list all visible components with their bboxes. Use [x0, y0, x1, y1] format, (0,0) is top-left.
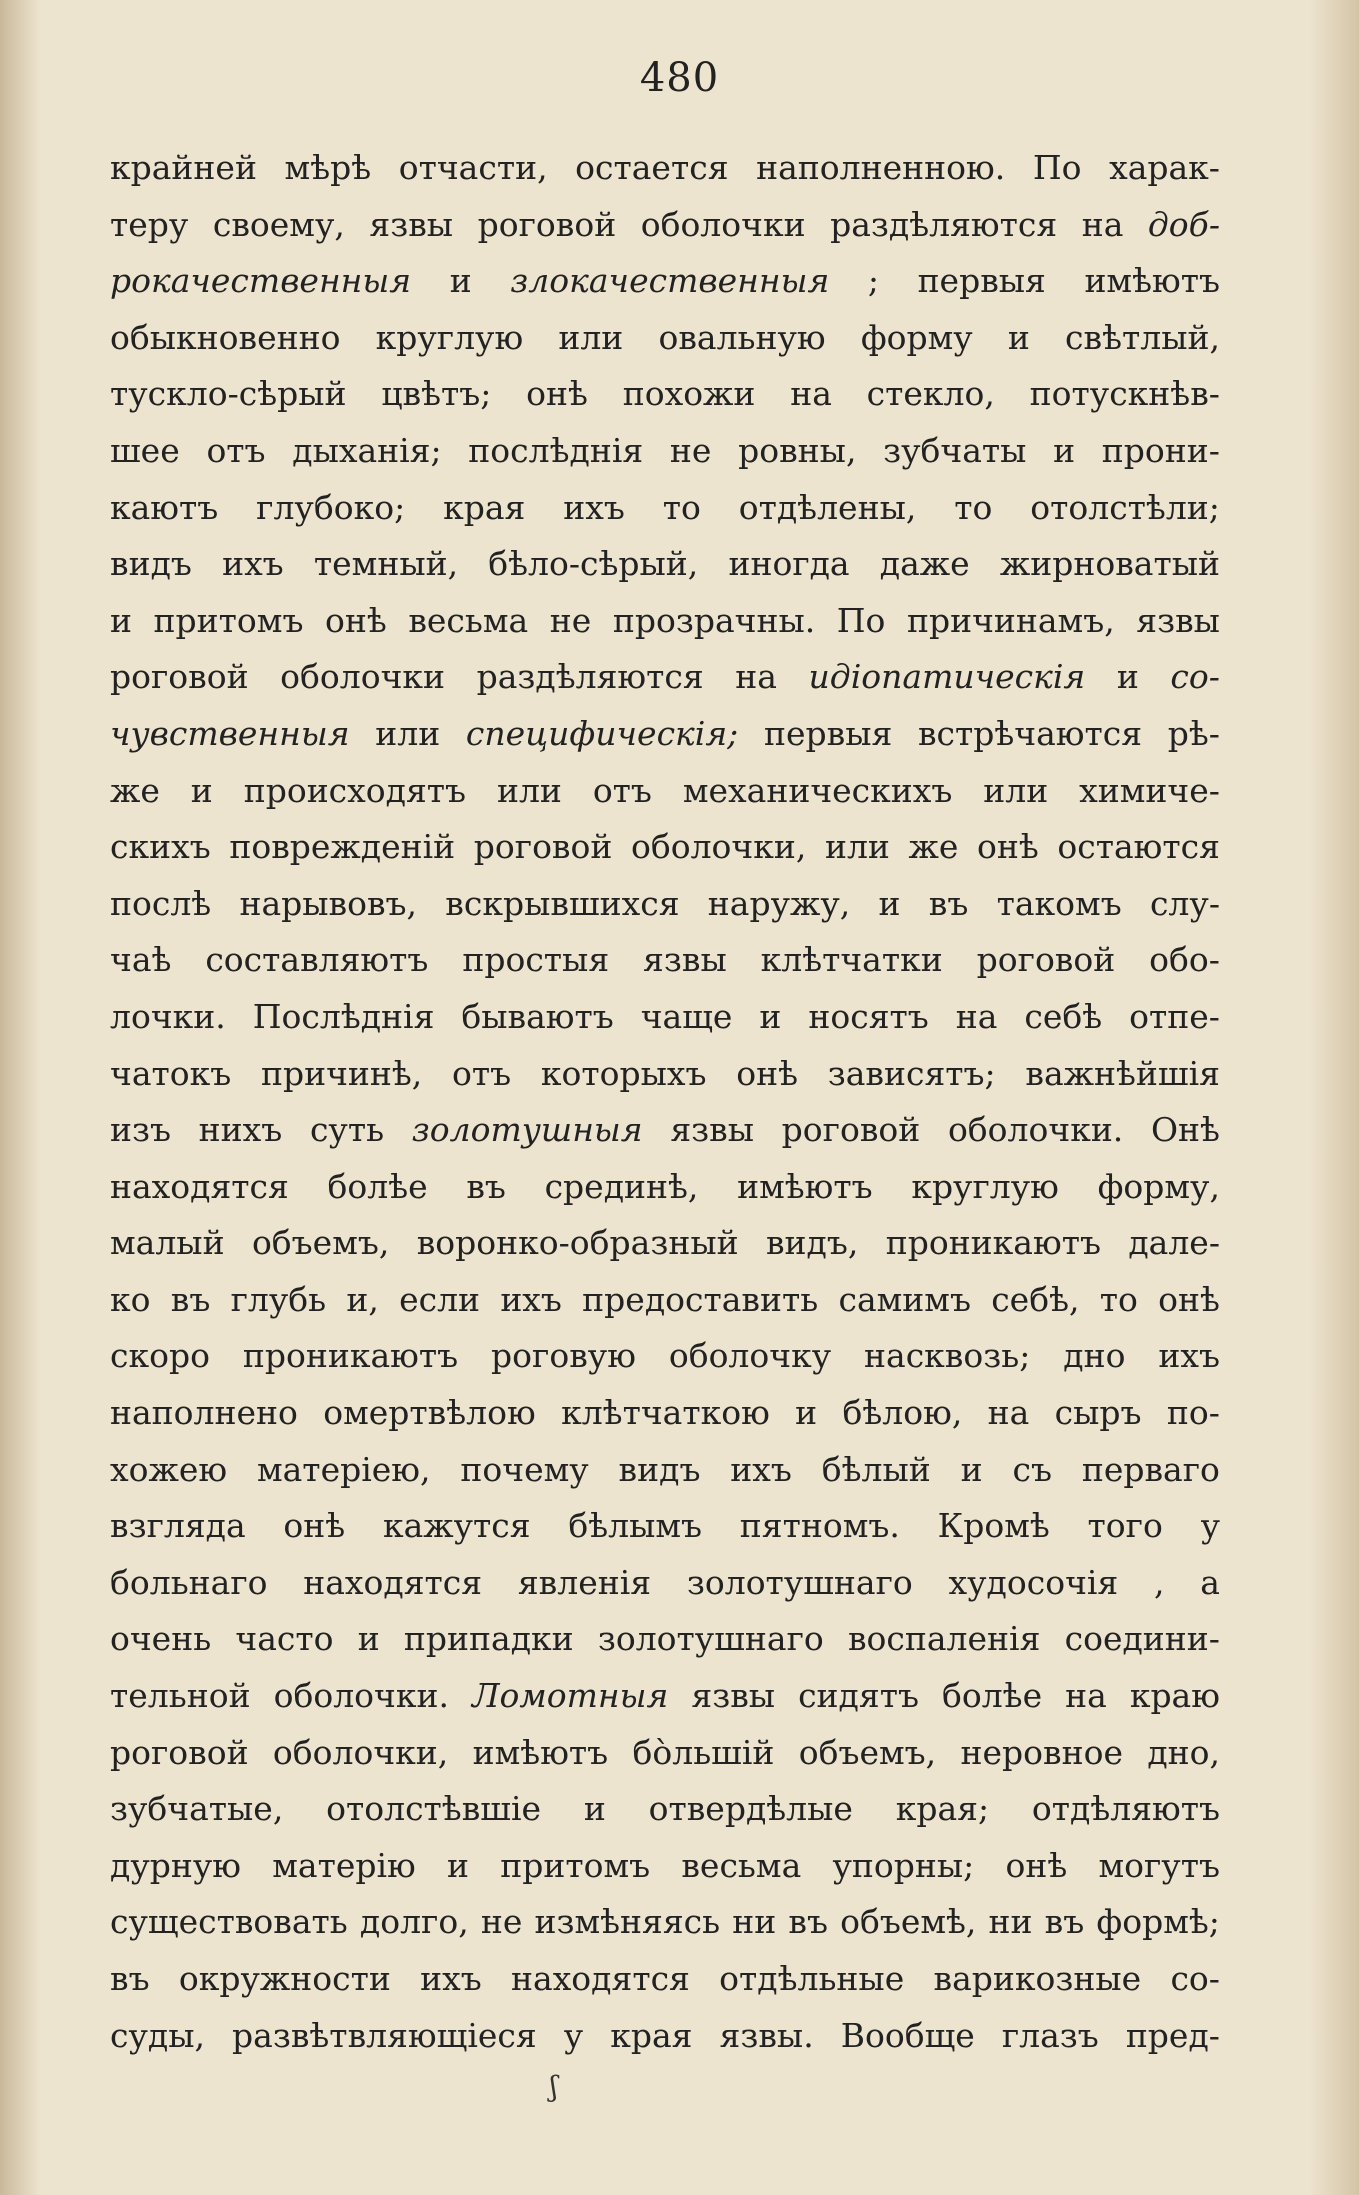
word: прони-	[1101, 430, 1220, 470]
word: ихъ	[222, 544, 284, 584]
word: скихъ	[110, 827, 211, 867]
text-line	[110, 366, 1220, 423]
word: чувственныя	[110, 713, 350, 753]
word: отдѣльные	[719, 1959, 905, 1998]
word: срединѣ,	[544, 1166, 699, 1206]
word: больнаго	[110, 1562, 268, 1602]
word: по-	[1166, 1393, 1220, 1433]
word: химиче-	[1079, 770, 1220, 810]
word: на	[1065, 1676, 1107, 1716]
word: тельной	[110, 1676, 251, 1716]
word: роговой	[477, 204, 617, 244]
word: нарывовъ,	[239, 883, 418, 923]
word: послѣ	[110, 883, 212, 923]
word: золотушныя	[411, 1110, 643, 1150]
page-edge-left	[0, 0, 40, 2195]
word: воронко-образный	[416, 1223, 739, 1263]
word: своему,	[212, 204, 345, 244]
body-text	[110, 140, 1220, 2064]
word: и	[1053, 430, 1076, 470]
text-line	[110, 989, 1220, 1046]
word: предоставить	[582, 1279, 819, 1319]
word: дыханія;	[292, 430, 442, 470]
word: цвѣтъ;	[381, 374, 492, 414]
word: въ	[170, 1279, 211, 1319]
word: носятъ	[808, 996, 929, 1036]
word: роговой	[781, 1110, 921, 1150]
word: язвы	[670, 1110, 754, 1150]
word: ни	[988, 1902, 1033, 1942]
text-line	[110, 140, 1220, 197]
word: составляютъ	[205, 940, 429, 980]
word: отпе-	[1129, 996, 1220, 1036]
word: оболочки	[280, 657, 446, 697]
word: или	[558, 317, 624, 357]
word: которыхъ	[540, 1053, 707, 1093]
word: или	[983, 770, 1049, 810]
word: язвы	[691, 1676, 776, 1716]
word: ;	[867, 261, 879, 301]
word: важнѣйшія	[1025, 1053, 1220, 1093]
word: происходятъ	[243, 770, 467, 810]
word: притомъ	[500, 1845, 651, 1885]
word: остаются	[1057, 827, 1220, 867]
word: и	[795, 1393, 818, 1433]
word: и	[110, 600, 132, 640]
word: дно,	[1147, 1732, 1220, 1772]
word: язвы	[643, 940, 727, 980]
text-line	[110, 1442, 1220, 1499]
word: не	[669, 430, 712, 470]
word: на	[735, 657, 777, 697]
word: не	[549, 600, 592, 640]
word: на	[955, 996, 998, 1036]
word: на	[790, 374, 832, 414]
word: рокачественныя	[110, 261, 412, 301]
word: на	[1081, 204, 1124, 244]
word: рѣ-	[1167, 713, 1220, 753]
word: чаѣ	[110, 940, 172, 980]
word: суть	[309, 1110, 385, 1150]
word: жирноватый	[999, 544, 1220, 584]
word: форму,	[1097, 1166, 1220, 1206]
word: отъ	[592, 770, 652, 810]
word: матеріею,	[256, 1449, 431, 1489]
word: сидятъ	[798, 1676, 919, 1716]
word: роговую	[491, 1336, 636, 1376]
word: и	[1007, 317, 1030, 357]
word: и	[447, 1845, 469, 1885]
word: въ	[110, 1959, 150, 1998]
word: то	[662, 487, 701, 527]
word: худосочія	[948, 1562, 1119, 1602]
word: форму	[860, 317, 973, 357]
word: отъ	[206, 430, 266, 470]
word: каютъ	[110, 487, 219, 527]
word: себѣ,	[991, 1279, 1080, 1319]
word: въ	[1044, 1902, 1085, 1942]
word: лочки.	[110, 996, 226, 1036]
word: видъ	[110, 544, 192, 584]
word: ихъ	[563, 487, 625, 527]
word: края	[610, 2015, 693, 2055]
word: объемъ,	[798, 1732, 937, 1772]
word: чатокъ	[110, 1053, 232, 1093]
word: зубчаты	[883, 430, 1027, 470]
text-line	[110, 593, 1220, 650]
word: бо̀льшій	[632, 1732, 775, 1772]
word: встрѣчаются	[917, 713, 1143, 753]
word: края	[443, 487, 526, 527]
word: формѣ;	[1096, 1902, 1220, 1942]
page-edge-right	[1309, 0, 1359, 2195]
word: объемъ,	[251, 1223, 390, 1263]
word: почему	[460, 1449, 589, 1489]
word: взгляда	[110, 1506, 246, 1546]
word: свѣтлый,	[1065, 317, 1220, 357]
word: поврежденій	[229, 827, 456, 867]
word: крайней	[110, 148, 257, 187]
word: бѣлою,	[842, 1393, 963, 1433]
word: находятся	[511, 1959, 690, 1998]
word: бѣлымъ	[568, 1506, 703, 1546]
word: обыкновенно	[110, 317, 341, 357]
text-line	[110, 1272, 1220, 1329]
page-number: 480	[639, 55, 720, 101]
text-line	[110, 1215, 1220, 1272]
word: могутъ	[1098, 1845, 1220, 1885]
word: отвердѣлые	[648, 1789, 853, 1829]
word: слу-	[1149, 883, 1220, 923]
word: оболочки.	[947, 1110, 1124, 1150]
text-line	[110, 649, 1220, 706]
word: причинамъ,	[906, 600, 1115, 640]
word: краю	[1129, 1676, 1220, 1716]
word: бѣлый	[821, 1449, 931, 1489]
word: роговой	[976, 940, 1116, 980]
word: воспаленія	[847, 1619, 1041, 1659]
word: явленія	[517, 1562, 652, 1602]
text-line	[110, 1385, 1220, 1442]
word: находятся	[110, 1166, 289, 1206]
word: или	[824, 827, 890, 867]
word: раздѣляются	[830, 204, 1058, 244]
word: того	[1087, 1506, 1163, 1546]
text-line	[110, 1838, 1220, 1895]
word: часто	[235, 1619, 334, 1659]
word: отолстѣли;	[1030, 487, 1220, 527]
text-line	[110, 1555, 1220, 1612]
word: иногда	[728, 544, 850, 584]
word: ни	[732, 1902, 777, 1942]
word: бываютъ	[461, 996, 614, 1036]
word: со-	[1170, 1959, 1220, 1998]
word: обо-	[1149, 940, 1220, 980]
word: онѣ	[283, 1506, 346, 1546]
text-line	[110, 253, 1220, 310]
word: видъ,	[765, 1223, 859, 1263]
word: и,	[346, 1279, 379, 1319]
word: идіопатическія	[808, 657, 1086, 697]
word: темный,	[313, 544, 459, 584]
word: оболочки.	[273, 1676, 449, 1716]
word: отдѣлены,	[738, 487, 917, 527]
word: клѣтчатки	[760, 940, 943, 980]
word: Вообще	[840, 2015, 975, 2055]
text-line	[110, 706, 1220, 763]
word: оболочки	[640, 204, 806, 244]
word: имѣютъ	[472, 1732, 609, 1772]
word: похожи	[622, 374, 756, 414]
word: и	[878, 883, 901, 923]
word: онѣ	[977, 827, 1039, 867]
word: шее	[110, 430, 180, 470]
word: мѣрѣ	[284, 148, 372, 187]
word: измѣняясь	[534, 1902, 721, 1942]
word: онѣ	[1158, 1279, 1220, 1319]
word: отдѣляютъ	[1031, 1789, 1220, 1829]
word: со-	[1170, 657, 1220, 697]
word: то	[1099, 1279, 1138, 1319]
word: Кромѣ	[937, 1506, 1050, 1546]
word: Ломотныя	[471, 1676, 669, 1716]
word: вскрывшихся	[445, 883, 680, 923]
word: съ	[1012, 1449, 1052, 1489]
text-line	[110, 819, 1220, 876]
word: упорны;	[832, 1845, 975, 1885]
word: въ	[928, 883, 969, 923]
word: и	[1116, 657, 1139, 697]
word: раздѣляются	[476, 657, 704, 697]
word: золотушнаго	[686, 1562, 913, 1602]
text-line	[110, 310, 1220, 367]
word: и	[190, 770, 213, 810]
word: круглую	[375, 317, 524, 357]
word: пятномъ.	[739, 1506, 900, 1546]
word: наполнено	[110, 1393, 298, 1433]
text-line	[110, 423, 1220, 480]
word: язвы.	[719, 2015, 814, 2055]
word: видъ	[618, 1449, 701, 1489]
word: тускло-сѣрый	[110, 374, 347, 414]
word: первыя	[763, 713, 893, 753]
word: развѣтвляющіеся	[232, 2015, 537, 2055]
word: доб-	[1147, 204, 1220, 244]
text-line	[110, 1951, 1220, 2008]
word: ихъ	[730, 1449, 792, 1489]
word: малый	[110, 1223, 225, 1263]
word: у	[1200, 1506, 1220, 1546]
text-line	[110, 1046, 1220, 1103]
word: если	[399, 1279, 481, 1319]
word: соедини-	[1064, 1619, 1220, 1659]
word: глубоко;	[256, 487, 406, 527]
word: наружу,	[707, 883, 851, 923]
word: имѣютъ	[1084, 261, 1220, 301]
word: первыя	[917, 261, 1046, 301]
word: притомъ	[153, 600, 304, 640]
text-line	[110, 197, 1220, 254]
word: оболочки,	[272, 1732, 449, 1772]
word: язвы	[369, 204, 454, 244]
word: ровны,	[738, 430, 857, 470]
word: самимъ	[838, 1279, 971, 1319]
word: Послѣднія	[252, 996, 435, 1036]
word: отъ	[452, 1053, 512, 1093]
word: не	[480, 1902, 523, 1942]
word: на	[987, 1393, 1030, 1433]
word: золотушнаго	[597, 1619, 824, 1659]
word: остается	[575, 148, 729, 187]
word: или	[496, 770, 562, 810]
word: механическихъ	[682, 770, 953, 810]
word: По	[836, 600, 886, 640]
word: прозрачны.	[612, 600, 816, 640]
text-line	[110, 1725, 1220, 1782]
word: хожею	[110, 1449, 228, 1489]
word: злокачественныя	[510, 261, 830, 301]
word: проникаютъ	[885, 1223, 1101, 1263]
text-line	[110, 1668, 1220, 1725]
text-line	[110, 1102, 1220, 1159]
word: зависятъ;	[827, 1053, 996, 1093]
word: перваго	[1081, 1449, 1220, 1489]
word: припадки	[403, 1619, 574, 1659]
word: дно	[1063, 1336, 1126, 1376]
word: онѣ	[526, 374, 588, 414]
word: ихъ	[1158, 1336, 1220, 1376]
word: онѣ	[736, 1053, 799, 1093]
word: онѣ	[1005, 1845, 1068, 1885]
word: потускнѣв-	[1029, 374, 1220, 414]
word: глубь	[230, 1279, 327, 1319]
word: находятся	[303, 1562, 483, 1602]
word: насквозь;	[864, 1336, 1031, 1376]
word: объемѣ,	[840, 1902, 977, 1942]
text-line	[110, 932, 1220, 989]
word: ко	[110, 1279, 151, 1319]
word: харак-	[1109, 148, 1220, 187]
word: роговой	[473, 827, 613, 867]
word: глазъ	[1001, 2015, 1099, 2055]
word: язвы	[1136, 600, 1220, 640]
word: нихъ	[198, 1110, 283, 1150]
word: отолстѣвшіе	[326, 1789, 542, 1829]
word: ,	[1154, 1562, 1165, 1602]
word: наполненною.	[756, 148, 1006, 187]
word: теру	[110, 204, 189, 244]
word: скоро	[110, 1336, 210, 1376]
word: Онѣ	[1150, 1110, 1220, 1150]
word: роговой	[110, 1732, 249, 1772]
word: проникаютъ	[242, 1336, 459, 1376]
word: причинѣ,	[260, 1053, 423, 1093]
word: въ	[466, 1166, 506, 1206]
word: и	[759, 996, 782, 1036]
word: чаще	[640, 996, 733, 1036]
word: и	[960, 1449, 983, 1489]
word: дале-	[1128, 1223, 1220, 1263]
word: неровное	[960, 1732, 1123, 1772]
word: то	[954, 487, 993, 527]
word: стекло,	[866, 374, 995, 414]
word: простыя	[462, 940, 610, 980]
word: очень	[110, 1619, 212, 1659]
word: болѣе	[941, 1676, 1043, 1716]
word: края;	[895, 1789, 990, 1829]
word: весьма	[408, 600, 529, 640]
word: пред-	[1125, 2015, 1220, 2055]
text-line	[110, 536, 1220, 593]
word: въ	[788, 1902, 828, 1942]
word: и	[583, 1789, 606, 1829]
word: дурную	[110, 1845, 242, 1885]
word: и	[357, 1619, 380, 1659]
word: долго,	[359, 1902, 469, 1942]
word: болѣе	[327, 1166, 428, 1206]
word: бѣло-сѣрый,	[488, 544, 699, 584]
word: существовать	[110, 1902, 348, 1942]
word: оболочку	[668, 1336, 832, 1376]
word: изъ	[110, 1110, 171, 1150]
word: оболочки,	[630, 827, 807, 867]
word: сыръ	[1054, 1393, 1142, 1433]
word: специфическія;	[465, 713, 739, 753]
word: отчасти,	[398, 148, 548, 187]
word: себѣ	[1024, 996, 1103, 1036]
word: весьма	[681, 1845, 802, 1885]
word: круглую	[911, 1166, 1059, 1206]
word: послѣднія	[468, 430, 644, 470]
text-line	[110, 1611, 1220, 1668]
text-line	[110, 1498, 1220, 1555]
text-line	[110, 1328, 1220, 1385]
text-line	[110, 876, 1220, 933]
text-line	[110, 2008, 1220, 2065]
word: такомъ	[996, 883, 1122, 923]
word: омертвѣлою	[323, 1393, 536, 1433]
word: По	[1032, 148, 1082, 187]
word: окружности	[178, 1959, 391, 1998]
ink-mark: ʃ	[550, 2070, 558, 2103]
word: даже	[879, 544, 970, 584]
word: овальную	[658, 317, 826, 357]
text-line	[110, 480, 1220, 537]
word: ихъ	[420, 1959, 482, 1998]
word: же	[110, 770, 160, 810]
word: и	[449, 261, 472, 301]
word: клѣтчаткою	[561, 1393, 770, 1433]
word: имѣютъ	[737, 1166, 873, 1206]
word: же	[908, 827, 959, 867]
word: суды,	[110, 2015, 205, 2055]
text-line	[110, 1894, 1220, 1951]
text-line	[110, 1781, 1220, 1838]
text-line	[110, 1159, 1220, 1216]
word: онѣ	[325, 600, 387, 640]
word: кажутся	[382, 1506, 531, 1546]
word: а	[1200, 1562, 1220, 1602]
word: или	[375, 713, 441, 753]
word: зубчатые,	[110, 1789, 284, 1829]
word: варикозные	[933, 1959, 1142, 1998]
word: роговой	[110, 657, 249, 697]
word: матерію	[272, 1845, 416, 1885]
text-line	[110, 763, 1220, 820]
word: у	[563, 2015, 584, 2055]
word: ихъ	[500, 1279, 562, 1319]
